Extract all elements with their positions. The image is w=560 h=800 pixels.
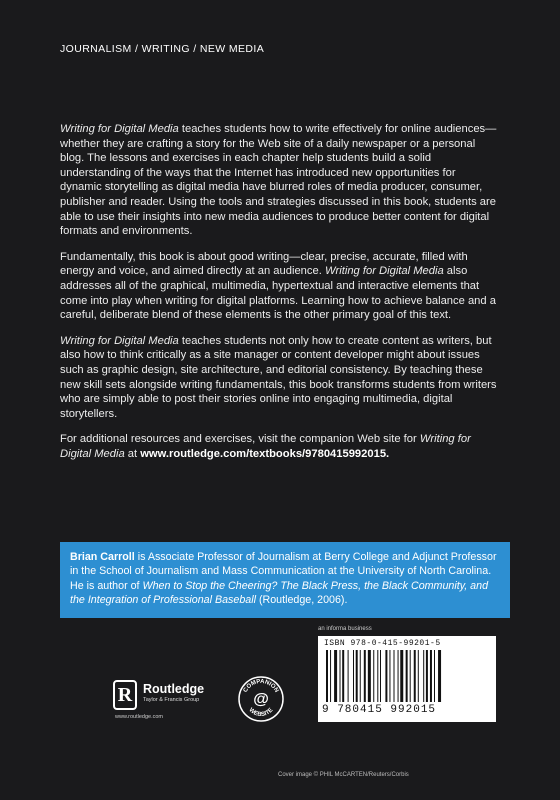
publisher-group: Taylor & Francis Group — [143, 697, 200, 703]
paragraph-2: Fundamentally, this book is about good writing—clear, precise, accurate, filled with energy and voice, and aimed directly at an audience. Writing for Digital Media also addresses all of the graphical, multimedia, hypertextual and interactive elements that come into play when writing for digital platforms. Learning how to achieve balance and a careful, deliberate blend of these elements is the other primary goal of this text. — [60, 250, 496, 322]
publisher-name: Routledge — [143, 682, 205, 696]
back-cover-description — [60, 122, 498, 472]
barcode-tag: an informa business — [318, 626, 372, 632]
routledge-r-icon: R — [113, 680, 137, 710]
companion-line1: COMPANION — [242, 678, 280, 694]
author-bio: Brian Carroll is Associate Professor of Journalism at Berry College and Adjunct Professor in the School of Journalism and Mass Communication at the University of North Carolina. He is author of When to Stop the Cheering? The Black Press, the Black Community, and the Integration of Professional Baseball (Routledge, 2006). — [60, 542, 510, 618]
author-book-title: When to Stop the Cheering? The Black Press, the Black Community, and the Integration of Professional Baseball — [70, 579, 489, 607]
barcode-bars — [324, 650, 490, 702]
barcode-number: 9 780415 992015 — [322, 704, 437, 716]
companion-website-icon — [237, 675, 285, 723]
routledge-logo — [113, 680, 223, 720]
svg-text:@: @ — [253, 691, 269, 708]
book-title: Writing for Digital Media — [60, 334, 179, 347]
paragraph-3: Writing for Digital Media teaches students not only how to create content as writers, but also how to think critically as a site manager or content developer might about issues such as graphic design, site architecture, and editorial consistency. By teaching these new skill sets alongside writing fundamentals, this book transforms students from writers who are simply able to post their stories online into engaging multimedia, digital storytellers. — [60, 334, 497, 420]
barcode — [318, 626, 496, 722]
book-title: Writing for Digital Media — [60, 433, 471, 460]
companion-url[interactable]: www.routledge.com/textbooks/9780415992015. — [140, 447, 390, 460]
cover-credit: Cover image © PHIL McCARTEN/Reuters/Corbis — [278, 772, 409, 778]
paragraph-1: Writing for Digital Media teaches students how to write effectively for online audiences—whether they are crafting a story for the Web site of a daily newspaper or a personal blog. The lessons and exercises in each chapter help students build a solid understanding of the ways that the Internet has introduced new opportunities for dynamic storytelling as digital media have blurred roles of media producer, consumer, publisher and reader. Using the tools and strategies discussed in this book, students are able to use their insights into new media audiences to produce better content for digital formats and environments. — [60, 123, 497, 238]
isbn-text: ISBN 978-0-415-99201-5 — [324, 639, 441, 648]
paragraph-4: For additional resources and exercises, visit the companion Web site for Writing for Digital Media at www.routledge.com/textbooks/9780415992015. — [60, 433, 471, 460]
author-name: Brian Carroll — [70, 551, 135, 563]
companion-line2: WEBSITE — [247, 707, 275, 719]
category-line: JOURNALISM / WRITING / NEW MEDIA — [60, 43, 265, 55]
book-title: Writing for Digital Media — [60, 123, 179, 135]
book-title: Writing for Digital Media — [324, 265, 444, 278]
publisher-url: www.routledge.com — [115, 714, 163, 720]
svg-text:WEBSITE — [248, 707, 275, 718]
